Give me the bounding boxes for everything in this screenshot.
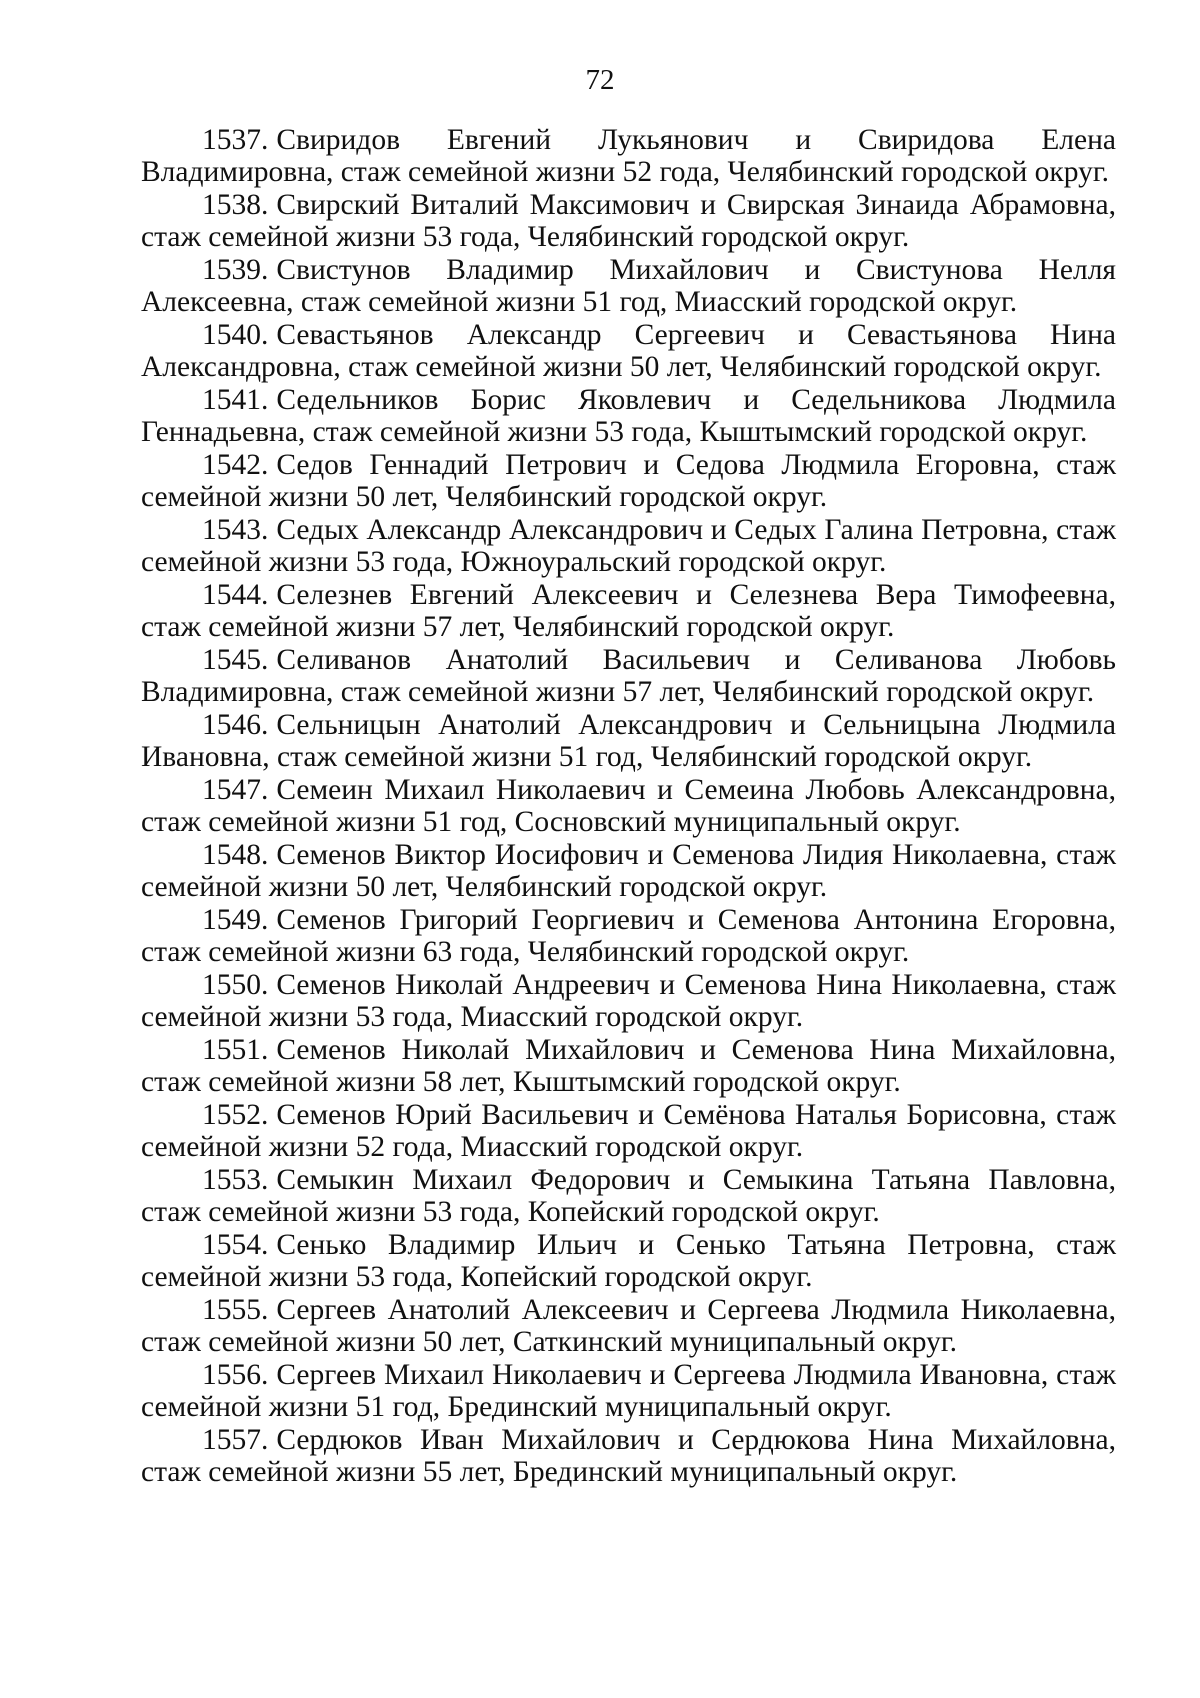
list-item [141,839,1116,903]
entry-text: Сергеев Анатолий Алексеевич и Сергеева Людмила Николаевна, стаж семейной жизни 50 лет, Саткинский муниципальный округ. [141,1294,1116,1358]
entry-number: 1541. [202,384,269,416]
list-item [141,709,1116,773]
entry-number: 1545. [202,644,269,676]
entry-text: Седельников Борис Яковлевич и Седельникова Людмила Геннадьевна, стаж семейной жизни 53 года, Кыштымский городской округ. [141,384,1116,448]
entry-text: Седов Геннадий Петрович и Седова Людмила Егоровна, стаж семейной жизни 50 лет, Челябинский городской округ. [141,449,1116,513]
list-item [141,1034,1116,1098]
entry-text: Семеин Михаил Николаевич и Семеина Любовь Александровна, стаж семейной жизни 51 год, Сосновский муниципальный округ. [141,774,1116,838]
entry-text: Сенько Владимир Ильич и Сенько Татьяна Петровна, стаж семейной жизни 53 года, Копейский городской округ. [141,1229,1116,1293]
entry-text: Семенов Григорий Георгиевич и Семенова Антонина Егоровна, стаж семейной жизни 63 года, Челябинский городской округ. [141,904,1116,968]
list-item [141,904,1116,968]
list-item [141,1424,1116,1488]
list-item [141,384,1116,448]
entry-number: 1554. [202,1229,269,1261]
list-item [141,254,1116,318]
entry-number: 1551. [202,1034,269,1066]
list-item [141,449,1116,513]
entry-number: 1550. [202,969,269,1001]
entry-text: Свистунов Владимир Михайлович и Свистунова Нелля Алексеевна, стаж семейной жизни 51 год, Миасский городской округ. [141,254,1116,318]
entry-text: Свиридов Евгений Лукьянович и Свиридова Елена Владимировна, стаж семейной жизни 52 года, Челябинский городской округ. [141,124,1116,188]
entry-text: Селезнев Евгений Алексеевич и Селезнева Вера Тимофеевна, стаж семейной жизни 57 лет, Челябинский городской округ. [141,579,1116,643]
entry-text: Седых Александр Александрович и Седых Галина Петровна, стаж семейной жизни 53 года, Южноуральский городской округ. [141,514,1116,578]
entry-number: 1556. [202,1359,269,1391]
list-item [141,1099,1116,1163]
entry-text: Сельницын Анатолий Александрович и Сельницына Людмила Ивановна, стаж семейной жизни 51 год, Челябинский городской округ. [141,709,1116,773]
entry-number: 1544. [202,579,269,611]
entry-text: Селиванов Анатолий Васильевич и Селиванова Любовь Владимировна, стаж семейной жизни 57 лет, Челябинский городской округ. [141,644,1116,708]
entry-number: 1557. [202,1424,269,1456]
entry-text: Семенов Николай Андреевич и Семенова Нина Николаевна, стаж семейной жизни 53 года, Миасский городской округ. [141,969,1116,1033]
entry-text: Свирский Виталий Максимович и Свирская Зинаида Абрамовна, стаж семейной жизни 53 года, Челябинский городской округ. [141,189,1116,253]
entry-text: Семенов Николай Михайлович и Семенова Нина Михайловна, стаж семейной жизни 58 лет, Кыштымский городской округ. [141,1034,1116,1098]
list-item [141,189,1116,253]
entry-number: 1552. [202,1099,269,1131]
list-item [141,644,1116,708]
entry-number: 1542. [202,449,269,481]
entry-number: 1543. [202,514,269,546]
entry-number: 1553. [202,1164,269,1196]
entry-number: 1540. [202,319,269,351]
entry-number: 1549. [202,904,269,936]
list-item [141,579,1116,643]
entry-number: 1537. [202,124,269,156]
entry-number: 1546. [202,709,269,741]
entry-number: 1539. [202,254,269,286]
list-item [141,124,1116,188]
list-item [141,1294,1116,1358]
list-item [141,969,1116,1033]
entry-text: Семенов Юрий Васильевич и Семёнова Наталья Борисовна, стаж семейной жизни 52 года, Миасский городской округ. [141,1099,1116,1163]
entry-text: Сергеев Михаил Николаевич и Сергеева Людмила Ивановна, стаж семейной жизни 51 год, Брединский муниципальный округ. [141,1359,1116,1423]
list-item [141,1359,1116,1423]
page-number: 72 [585,64,615,96]
entry-number: 1548. [202,839,269,871]
list-item [141,1229,1116,1293]
entry-text: Сердюков Иван Михайлович и Сердюкова Нина Михайловна, стаж семейной жизни 55 лет, Брединский муниципальный округ. [141,1424,1116,1488]
entry-list [141,124,1116,1488]
entry-text: Севастьянов Александр Сергеевич и Севастьянова Нина Александровна, стаж семейной жизни 50 лет, Челябинский городской округ. [141,319,1116,383]
entry-number: 1538. [202,189,269,221]
entry-text: Семенов Виктор Иосифович и Семенова Лидия Николаевна, стаж семейной жизни 50 лет, Челябинский городской округ. [141,839,1116,903]
entry-number: 1547. [202,774,269,806]
entry-text: Семыкин Михаил Федорович и Семыкина Татьяна Павловна, стаж семейной жизни 53 года, Копейский городской округ. [141,1164,1116,1228]
list-item [141,774,1116,838]
list-item [141,319,1116,383]
list-item [141,514,1116,578]
entry-number: 1555. [202,1294,269,1326]
list-item [141,1164,1116,1228]
